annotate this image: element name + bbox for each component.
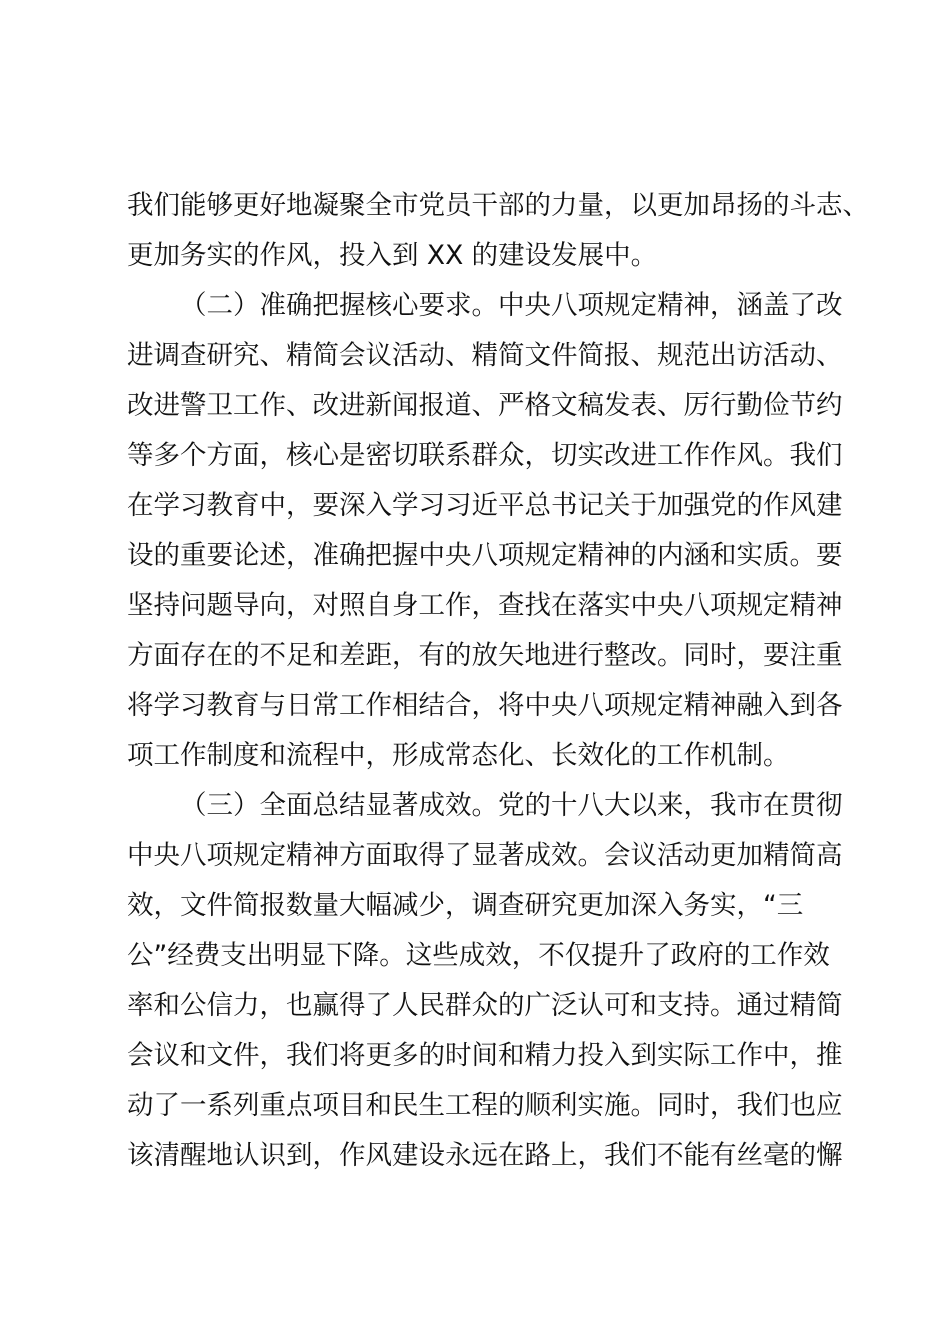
text-line: 效，文件简报数量大幅减少，调查研究更加深入务实，“三 [127, 890, 804, 921]
text-line: 坚持问题导向，对照自身工作，查找在落实中央八项规定精神 [127, 590, 843, 621]
text-line: 我们能够更好地凝聚全市党员干部的力量，以更加昂扬的斗志、 [127, 190, 869, 221]
text-line: 更加务实的作风，投入到 XX 的建设发展中。 [127, 240, 658, 271]
text-line: 率和公信力，也赢得了人民群众的广泛认可和支持。通过精简 [127, 990, 843, 1021]
text-line: 会议和文件，我们将更多的时间和精力投入到实际工作中，推 [127, 1040, 843, 1071]
text-line: 动了一系列重点项目和民生工程的顺利实施。同时，我们也应 [127, 1090, 843, 1121]
text-line: 改进警卫工作、改进新闻报道、严格文稿发表、厉行勤俭节约 [127, 390, 843, 421]
text-line: 等多个方面，核心是密切联系群众，切实改进工作作风。我们 [127, 440, 843, 471]
text-line: 公”经费支出明显下降。这些成效，不仅提升了政府的工作效 [127, 940, 830, 971]
text-line: 设的重要论述，准确把握中央八项规定精神的内涵和实质。要 [127, 540, 843, 571]
text-line: 项工作制度和流程中，形成常态化、长效化的工作机制。 [127, 740, 790, 771]
text-line: 将学习教育与日常工作相结合，将中央八项规定精神融入到各 [127, 690, 843, 721]
text-line: 方面存在的不足和差距，有的放矢地进行整改。同时，要注重 [127, 640, 843, 671]
text-line: 中央八项规定精神方面取得了显著成效。会议活动更加精简高 [127, 840, 843, 871]
text-line: 该清醒地认识到，作风建设永远在路上，我们不能有丝毫的懈 [127, 1140, 843, 1171]
section-heading-line: （二）准确把握核心要求。中央八项规定精神，涵盖了改 [180, 290, 843, 321]
text-line: 在学习教育中，要深入学习习近平总书记关于加强党的作风建 [127, 490, 843, 521]
text-line: 进调查研究、精简会议活动、精简文件简报、规范出访活动、 [127, 340, 843, 371]
section-heading-line: （三）全面总结显著成效。党的十八大以来，我市在贯彻 [180, 790, 843, 821]
